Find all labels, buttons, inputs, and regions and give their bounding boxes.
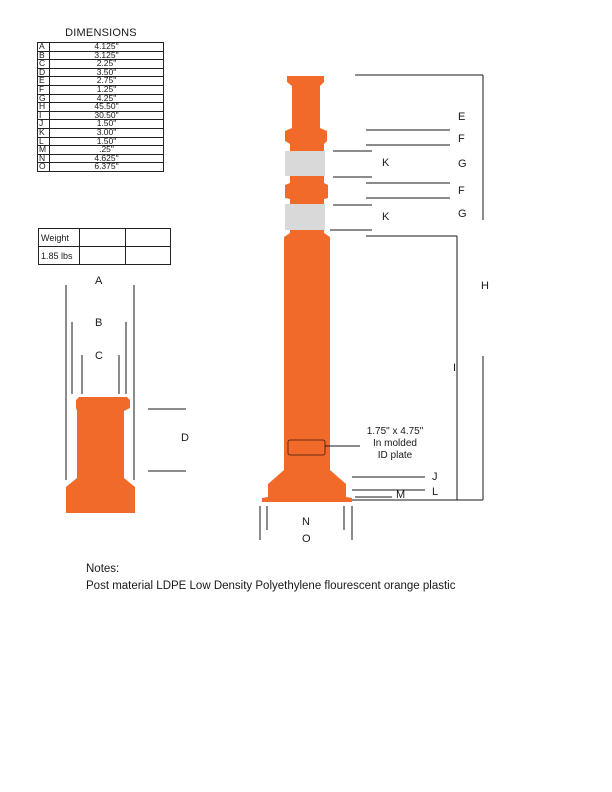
- dim-value: 1.50": [50, 120, 164, 129]
- dim-value: 6.375": [50, 163, 164, 172]
- label-f-lower: F: [458, 185, 465, 197]
- dim-value: 3.50": [50, 68, 164, 77]
- label-a: A: [95, 275, 103, 287]
- traffic-post: [262, 76, 352, 502]
- base-cap-shape: [66, 397, 135, 513]
- label-h: H: [481, 280, 489, 292]
- dim-key: B: [38, 51, 50, 60]
- label-j: J: [432, 471, 438, 483]
- id-plate-callout: [360, 426, 430, 462]
- dim-key: M: [38, 146, 50, 155]
- label-o: O: [302, 533, 311, 545]
- label-e: E: [458, 111, 466, 123]
- dim-key: J: [38, 120, 50, 129]
- weight-label: Weight: [39, 229, 80, 247]
- dim-value: 3.125": [50, 51, 164, 60]
- dim-value: 45.50": [50, 103, 164, 112]
- dim-value: 4.625": [50, 154, 164, 163]
- id-plate-line3: ID plate: [377, 450, 413, 461]
- label-k-lower: K: [382, 211, 390, 223]
- dim-value: 4.25": [50, 94, 164, 103]
- post-body: [262, 76, 352, 502]
- notes-heading: Notes:: [86, 563, 120, 575]
- label-k-upper: K: [382, 157, 390, 169]
- dim-value: 2.75": [50, 77, 164, 86]
- label-b: B: [95, 317, 103, 329]
- dim-value: .25": [50, 146, 164, 155]
- dim-key: L: [38, 137, 50, 146]
- dim-value: 1.50": [50, 137, 164, 146]
- label-d: D: [181, 432, 189, 444]
- dim-key: I: [38, 111, 50, 120]
- label-f-upper: F: [458, 133, 465, 145]
- dim-key: N: [38, 154, 50, 163]
- label-i: I: [453, 362, 457, 374]
- label-g-lower: G: [458, 208, 467, 220]
- dim-value: 1.25": [50, 85, 164, 94]
- dimensions-title: DIMENSIONS: [65, 27, 137, 39]
- id-plate-size: 1.75" x 4.75": [366, 426, 424, 437]
- dim-value: 30.50": [50, 111, 164, 120]
- reflective-band-lower: [285, 204, 325, 230]
- weight-value: 1.85 lbs: [39, 247, 80, 265]
- base-detail: [66, 285, 186, 513]
- label-m: M: [396, 489, 406, 501]
- label-c: C: [95, 350, 103, 362]
- dim-value: 3.00": [50, 128, 164, 137]
- dim-key: G: [38, 94, 50, 103]
- notes-text: Post material LDPE Low Density Polyethylene flourescent orange plastic: [86, 580, 456, 592]
- dim-key: E: [38, 77, 50, 86]
- dim-key: O: [38, 163, 50, 172]
- label-n: N: [302, 516, 310, 528]
- dim-key: A: [38, 43, 50, 52]
- label-g-upper: G: [458, 158, 467, 170]
- dim-value: 4.125": [50, 43, 164, 52]
- dim-key: F: [38, 85, 50, 94]
- dim-key: D: [38, 68, 50, 77]
- id-plate-line2: In molded: [373, 438, 417, 449]
- dim-value: 2.25": [50, 60, 164, 69]
- dim-key: C: [38, 60, 50, 69]
- dim-key: K: [38, 128, 50, 137]
- reflective-band-upper: [285, 151, 325, 176]
- dim-key: H: [38, 103, 50, 112]
- label-l: L: [432, 486, 439, 498]
